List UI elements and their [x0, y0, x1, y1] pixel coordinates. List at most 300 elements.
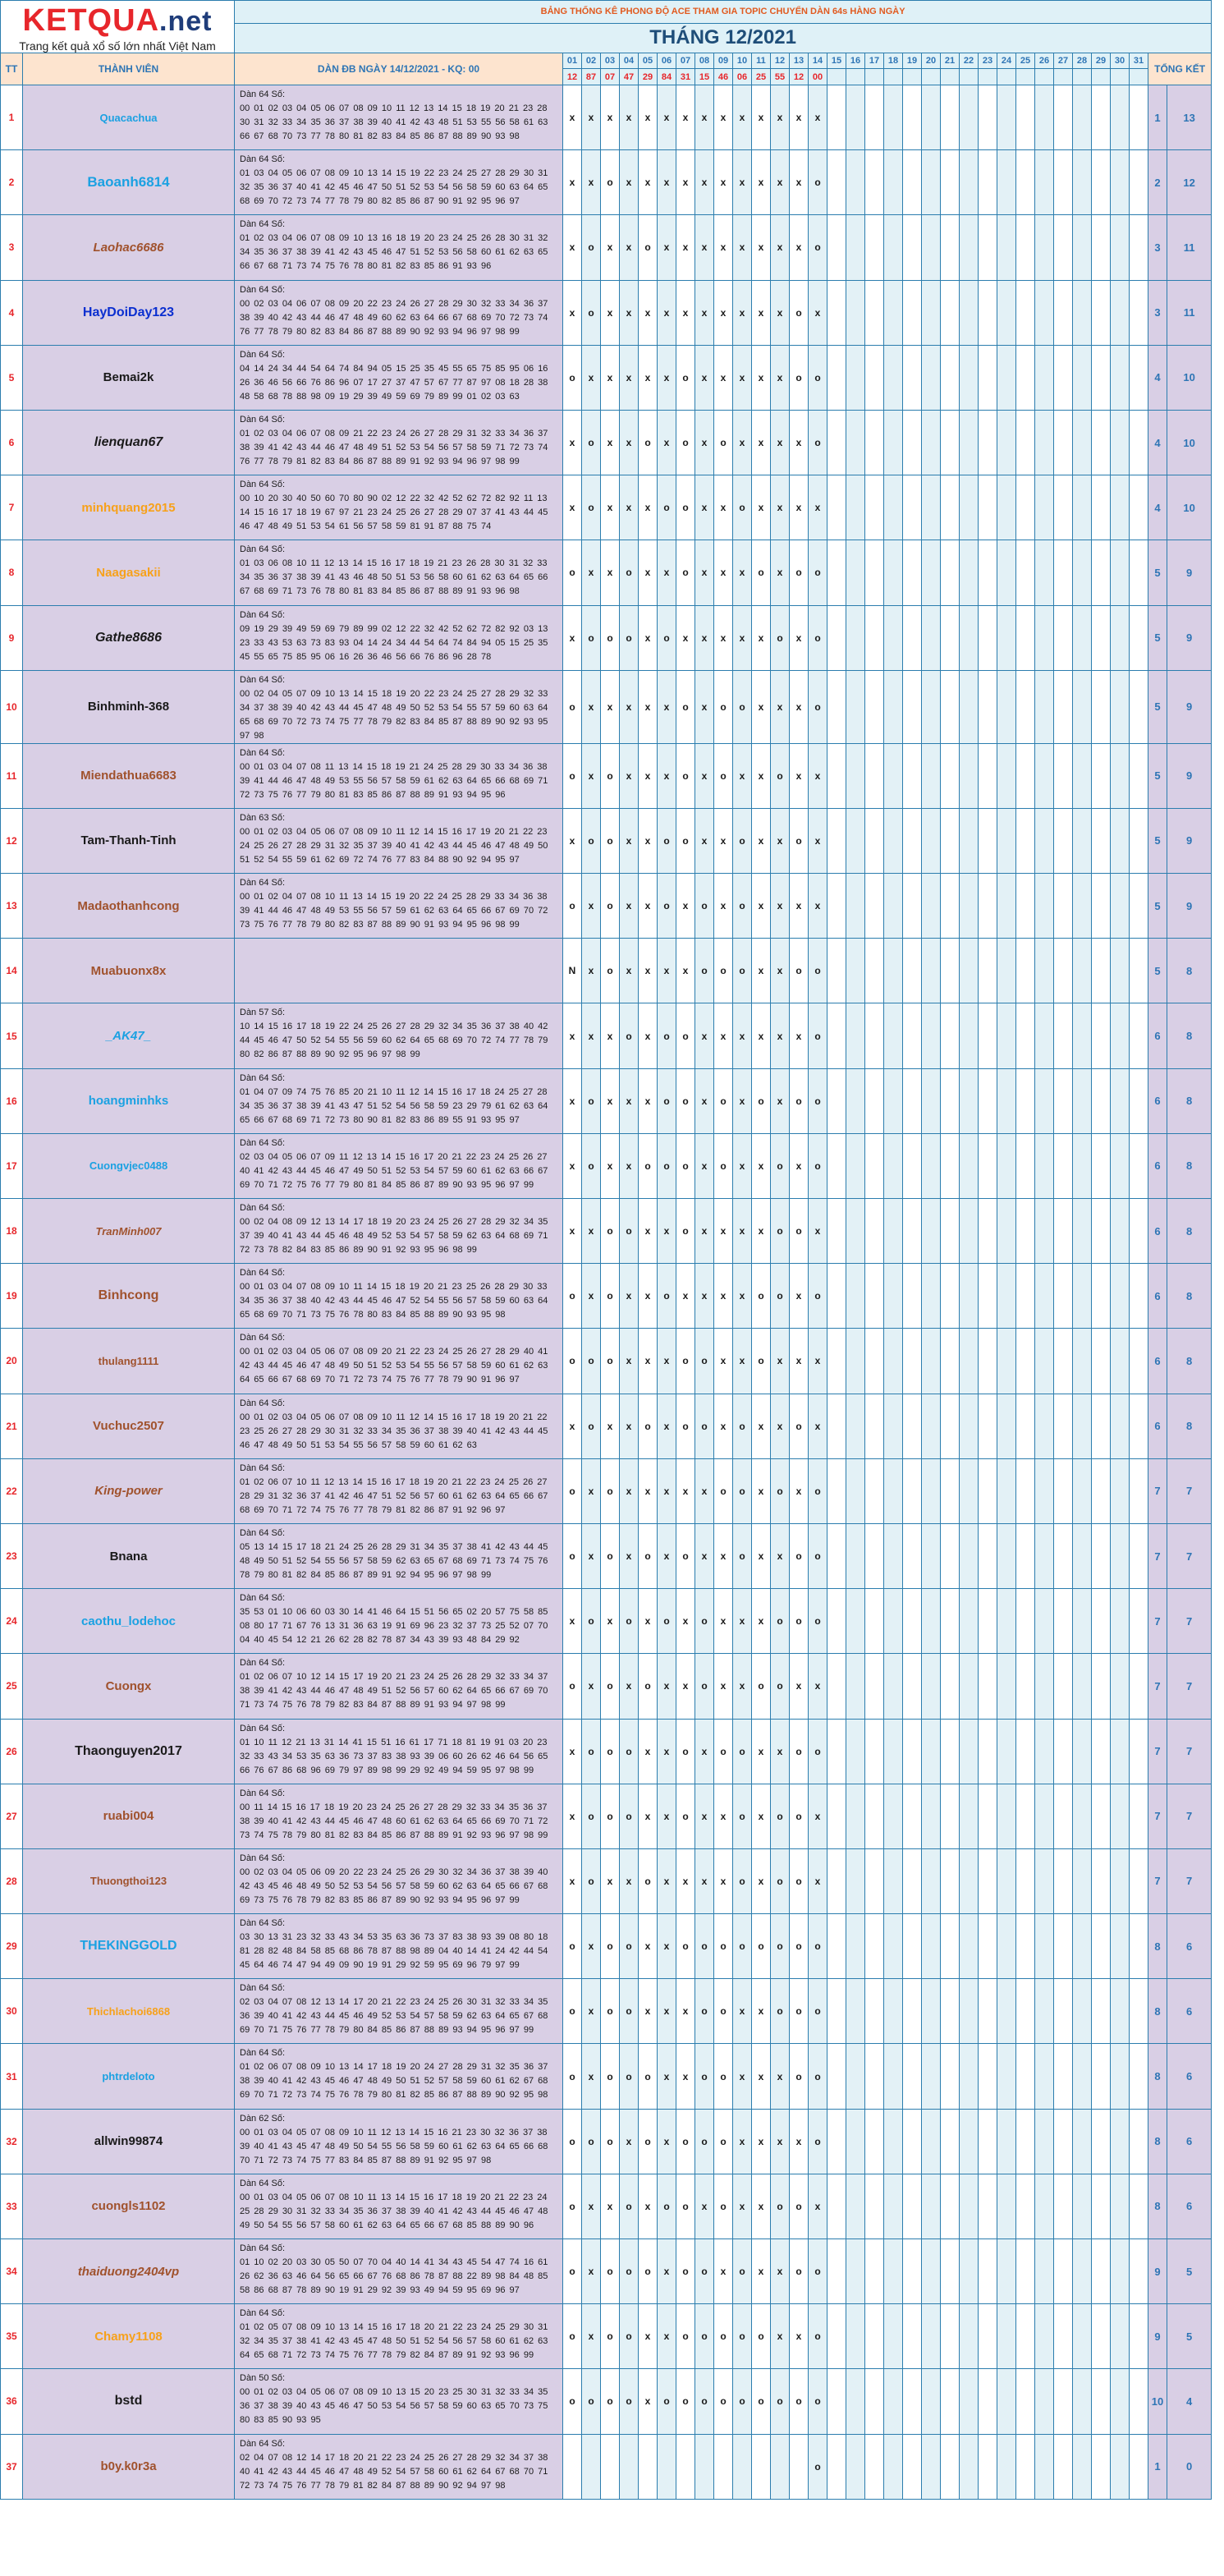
day-mark: o [695, 1979, 714, 2044]
day-mark: o [676, 1329, 695, 1394]
member-name[interactable]: Bnana [23, 1523, 235, 1588]
member-name[interactable]: cuongls1102 [23, 2174, 235, 2239]
day-result [1073, 69, 1092, 85]
day-mark: o [771, 605, 790, 670]
day-mark: x [601, 215, 620, 280]
day-mark: o [714, 2109, 733, 2174]
day-mark: x [714, 1199, 733, 1264]
day-mark [1092, 1133, 1111, 1198]
day-mark: o [676, 2109, 695, 2174]
day-mark: o [790, 540, 809, 605]
day-mark [997, 1719, 1016, 1784]
day-mark [865, 540, 884, 605]
day-mark [1073, 2044, 1092, 2109]
member-name[interactable]: Thichlachoi6868 [23, 1979, 235, 2044]
day-mark: o [658, 2174, 676, 2239]
day-mark: x [582, 150, 601, 215]
day-mark [960, 2044, 979, 2109]
day-mark: x [658, 1914, 676, 1979]
member-name[interactable]: _AK47_ [23, 1003, 235, 1068]
day-mark: o [752, 2369, 771, 2434]
miss-count: 3 [1148, 215, 1167, 280]
day-mark: o [620, 540, 639, 605]
day-mark: x [639, 1264, 658, 1329]
day-mark: o [771, 743, 790, 808]
day-mark [1092, 2044, 1111, 2109]
day-mark [884, 670, 903, 743]
day-mark [1073, 2369, 1092, 2434]
day-mark: x [733, 215, 752, 280]
day-mark: x [601, 670, 620, 743]
day-mark [941, 939, 960, 1003]
day-mark [1035, 280, 1054, 345]
day-mark [1016, 1199, 1035, 1264]
day-mark [1016, 939, 1035, 1003]
day-mark: o [676, 743, 695, 808]
day-mark [1054, 670, 1073, 743]
day-mark: x [733, 540, 752, 605]
day-mark: o [733, 1784, 752, 1848]
day-mark [979, 2239, 997, 2304]
day-mark [1016, 2174, 1035, 2239]
day-mark: x [695, 475, 714, 540]
day-mark: x [790, 2304, 809, 2369]
day-mark: x [752, 1784, 771, 1848]
day-mark [960, 85, 979, 150]
day-mark [903, 475, 922, 540]
day-mark [1092, 939, 1111, 1003]
day-mark [1073, 345, 1092, 410]
member-row [1, 1589, 1212, 1654]
day-mark [639, 2434, 658, 2499]
day-mark [846, 1394, 865, 1458]
day-mark [865, 874, 884, 939]
day-mark [827, 1458, 846, 1523]
day-mark [827, 1133, 846, 1198]
day-mark: x [752, 410, 771, 475]
day-mark [827, 1784, 846, 1848]
day-mark: x [809, 2174, 827, 2239]
day-mark [1092, 150, 1111, 215]
day-mark: o [790, 2174, 809, 2239]
day-mark [922, 345, 941, 410]
day-mark: x [809, 280, 827, 345]
day-mark [922, 1784, 941, 1848]
day-mark [997, 1329, 1016, 1394]
member-name[interactable]: Madaothanhcong [23, 874, 235, 939]
day-result: 55 [771, 69, 790, 85]
day-mark [960, 2369, 979, 2434]
day-mark: x [714, 345, 733, 410]
member-name[interactable]: Gathe8686 [23, 605, 235, 670]
member-name[interactable]: Vuchuc2507 [23, 1394, 235, 1458]
day-mark [846, 280, 865, 345]
member-name[interactable]: allwin99874 [23, 2109, 235, 2174]
day-mark [922, 2174, 941, 2239]
day-mark [846, 1329, 865, 1394]
day-mark [865, 1458, 884, 1523]
day-mark [941, 874, 960, 939]
day-mark: x [658, 1654, 676, 1719]
day-header: 12 [771, 53, 790, 69]
member-name[interactable]: Naagasakii [23, 540, 235, 605]
day-mark [1073, 1394, 1092, 1458]
dan-numbers: 00 01 03 04 07 08 09 10 11 14 15 18 19 20 21 23 25 26 28 29 30 33 34 35 36 37 38 40 42 43 44 45 46 47 52 54 55 56 57 58 59 60 63 64 65 68 69 70 71 73 75 76 78 80 83 84 85 88 89 90 93 95 98 [240, 1282, 548, 1320]
dan-cell [235, 2434, 563, 2499]
day-mark [1130, 2239, 1148, 2304]
day-mark [903, 280, 922, 345]
day-mark [620, 2434, 639, 2499]
day-mark [1054, 2044, 1073, 2109]
member-name[interactable]: Miendathua6683 [23, 743, 235, 808]
dan-cell [235, 808, 563, 873]
day-mark [884, 2239, 903, 2304]
day-mark: x [752, 215, 771, 280]
day-mark [846, 670, 865, 743]
day-mark: x [695, 1523, 714, 1588]
day-mark [941, 1264, 960, 1329]
day-mark: x [582, 1654, 601, 1719]
day-mark: o [582, 2109, 601, 2174]
day-mark [1073, 540, 1092, 605]
member-name[interactable]: Bemai2k [23, 345, 235, 410]
member-row [1, 1199, 1212, 1264]
day-mark [1111, 1654, 1130, 1719]
day-mark [865, 1068, 884, 1133]
member-name[interactable]: Muabuonx8x [23, 939, 235, 1003]
day-mark [922, 1068, 941, 1133]
day-result: 15 [695, 69, 714, 85]
day-mark [827, 1264, 846, 1329]
day-mark: o [809, 1979, 827, 2044]
day-mark: x [714, 1848, 733, 1913]
day-mark: o [714, 2044, 733, 2109]
row-number: 3 [1, 215, 23, 280]
member-row [1, 540, 1212, 605]
row-number: 34 [1, 2239, 23, 2304]
day-mark: o [714, 1458, 733, 1523]
day-mark [1035, 1848, 1054, 1913]
member-name[interactable]: b0y.k0r3a [23, 2434, 235, 2499]
member-name[interactable]: lienquan67 [23, 410, 235, 475]
day-mark: x [752, 2239, 771, 2304]
dan-title: Dàn 64 Số: [240, 878, 286, 889]
day-mark [827, 670, 846, 743]
day-mark [884, 280, 903, 345]
member-name[interactable]: minhquang2015 [23, 475, 235, 540]
day-mark [827, 2109, 846, 2174]
day-mark: x [695, 540, 714, 605]
member-row [1, 345, 1212, 410]
day-mark [846, 743, 865, 808]
dan-cell [235, 2109, 563, 2174]
day-mark: x [639, 1458, 658, 1523]
miss-count: 7 [1148, 1848, 1167, 1913]
day-mark: x [639, 1914, 658, 1979]
day-mark [903, 2044, 922, 2109]
dan-title: Dàn 64 Số: [240, 1788, 286, 1798]
day-mark: o [809, 939, 827, 1003]
member-name[interactable]: Thuongthoi123 [23, 1848, 235, 1913]
row-number: 37 [1, 2434, 23, 2499]
member-name[interactable]: Laohac6686 [23, 215, 235, 280]
day-mark: x [676, 215, 695, 280]
member-name[interactable]: TranMinh007 [23, 1199, 235, 1264]
day-mark: x [733, 743, 752, 808]
day-mark [865, 475, 884, 540]
day-mark [979, 410, 997, 475]
day-mark [1130, 1199, 1148, 1264]
day-mark [884, 2369, 903, 2434]
day-mark [941, 2174, 960, 2239]
member-name[interactable]: caothu_lodehoc [23, 1589, 235, 1654]
day-mark [922, 1979, 941, 2044]
day-mark [846, 1133, 865, 1198]
day-mark [1073, 1068, 1092, 1133]
member-name[interactable]: Baoanh6814 [23, 150, 235, 215]
day-mark: o [695, 2369, 714, 2434]
day-mark [1035, 1654, 1054, 1719]
day-result: 06 [733, 69, 752, 85]
day-mark [1130, 1523, 1148, 1588]
member-name[interactable]: thaiduong2404vp [23, 2239, 235, 2304]
day-mark: x [733, 1329, 752, 1394]
day-mark [941, 1654, 960, 1719]
day-mark: o [733, 1523, 752, 1588]
day-mark: x [620, 939, 639, 1003]
member-name[interactable]: Cuongvjec0488 [23, 1133, 235, 1198]
member-name[interactable]: Thaonguyen2017 [23, 1719, 235, 1784]
day-mark [997, 410, 1016, 475]
member-name[interactable]: Binhminh-368 [23, 670, 235, 743]
miss-count: 7 [1148, 1719, 1167, 1784]
member-name[interactable]: ruabi004 [23, 1784, 235, 1848]
miss-count: 7 [1148, 1589, 1167, 1654]
day-mark: o [714, 1719, 733, 1784]
member-name[interactable]: Chamy1108 [23, 2304, 235, 2369]
dan-numbers: 01 02 03 04 06 07 08 09 10 13 16 18 19 20 23 24 25 26 28 30 31 32 34 35 36 37 38 39 41 42 43 45 46 47 51 52 53 56 58 60 61 62 63 65 66 67 68 71 73 74 75 76 78 80 81 82 83 85 86 91 93 96 [240, 233, 548, 272]
day-mark [960, 2174, 979, 2239]
day-mark: x [601, 345, 620, 410]
day-mark [1073, 2174, 1092, 2239]
member-name[interactable]: THEKINGGOLD [23, 1914, 235, 1979]
day-mark [827, 1003, 846, 1068]
day-mark: x [809, 475, 827, 540]
day-mark [884, 215, 903, 280]
dan-numbers: 00 01 03 04 07 08 11 13 14 15 18 19 21 24 25 28 29 30 33 34 36 38 39 41 44 46 47 48 49 53 55 56 57 58 59 61 62 63 64 65 66 68 69 71 72 73 75 76 77 79 80 81 83 85 86 87 88 89 91 93 94 95 96 [240, 761, 548, 800]
day-mark [922, 1264, 941, 1329]
day-mark [922, 743, 941, 808]
day-mark [846, 2109, 865, 2174]
day-mark: x [752, 150, 771, 215]
day-mark: o [695, 874, 714, 939]
dan-numbers: 01 02 03 04 06 07 08 09 21 22 23 24 26 27 28 29 31 32 33 34 36 37 38 39 41 42 43 44 46 47 48 49 51 52 53 54 56 57 58 59 71 72 73 74 76 77 78 79 81 82 83 84 86 87 88 89 91 92 93 94 96 97 98 99 [240, 428, 548, 466]
day-mark: o [639, 2109, 658, 2174]
day-mark [865, 2109, 884, 2174]
member-name[interactable]: Tam-Thanh-Tinh [23, 808, 235, 873]
dan-cell [235, 1784, 563, 1848]
day-mark [827, 2044, 846, 2109]
day-mark [1016, 1848, 1035, 1913]
day-mark [941, 1589, 960, 1654]
day-mark: o [676, 1003, 695, 1068]
day-mark [903, 150, 922, 215]
day-mark [846, 1784, 865, 1848]
day-result [960, 69, 979, 85]
miss-count: 4 [1148, 345, 1167, 410]
miss-count: 5 [1148, 808, 1167, 873]
day-mark [1111, 410, 1130, 475]
day-mark [922, 605, 941, 670]
day-mark [827, 1914, 846, 1979]
day-mark [922, 1848, 941, 1913]
day-mark: x [639, 280, 658, 345]
day-mark [1092, 475, 1111, 540]
day-mark [979, 1458, 997, 1523]
member-name[interactable]: Quacachua [23, 85, 235, 150]
day-mark [884, 1914, 903, 1979]
day-mark [1054, 150, 1073, 215]
day-mark [1092, 345, 1111, 410]
day-mark: x [639, 743, 658, 808]
day-mark: x [676, 1264, 695, 1329]
day-mark: x [752, 605, 771, 670]
day-mark: x [752, 1589, 771, 1654]
day-mark: o [658, 1133, 676, 1198]
day-mark [1111, 808, 1130, 873]
day-mark [827, 2304, 846, 2369]
day-mark [997, 1654, 1016, 1719]
day-mark: x [771, 2304, 790, 2369]
day-mark [1016, 1068, 1035, 1133]
day-mark: x [601, 540, 620, 605]
day-mark: x [733, 85, 752, 150]
day-mark [884, 1654, 903, 1719]
day-mark: x [563, 1784, 582, 1848]
dan-cell [235, 1914, 563, 1979]
day-result [903, 69, 922, 85]
member-name[interactable]: hoangminhks [23, 1068, 235, 1133]
day-mark [903, 1458, 922, 1523]
day-mark: x [620, 410, 639, 475]
day-mark [960, 1068, 979, 1133]
day-mark: x [582, 540, 601, 605]
day-header: 24 [997, 53, 1016, 69]
day-mark: x [563, 280, 582, 345]
member-row [1, 1264, 1212, 1329]
day-mark [865, 1979, 884, 2044]
day-mark: x [620, 85, 639, 150]
day-mark: x [620, 1394, 639, 1458]
day-mark: o [601, 1264, 620, 1329]
day-mark: o [752, 1329, 771, 1394]
day-mark [865, 345, 884, 410]
day-mark: x [658, 85, 676, 150]
day-mark [827, 1719, 846, 1784]
day-mark [846, 345, 865, 410]
day-mark [1054, 2304, 1073, 2369]
day-mark [865, 1394, 884, 1458]
day-mark: x [771, 215, 790, 280]
day-mark: x [676, 1848, 695, 1913]
dan-numbers: 01 03 04 05 06 07 08 09 10 13 14 15 19 22 23 24 25 27 28 29 30 31 32 35 36 37 40 41 42 45 46 47 50 51 52 53 54 56 58 59 60 63 64 65 68 69 70 72 73 74 77 78 79 80 82 85 86 87 90 91 92 95 96 97 [240, 168, 548, 207]
day-mark: o [809, 345, 827, 410]
day-mark [1035, 1264, 1054, 1329]
day-mark [979, 1394, 997, 1458]
day-mark: o [620, 2369, 639, 2434]
member-name[interactable]: King-power [23, 1458, 235, 1523]
day-mark: x [676, 85, 695, 150]
header-row-columns [1, 53, 1212, 69]
day-header: 10 [733, 53, 752, 69]
member-name[interactable]: Binhcong [23, 1264, 235, 1329]
dan-cell [235, 605, 563, 670]
day-mark: o [714, 1914, 733, 1979]
day-mark: x [658, 1784, 676, 1848]
dan-cell [235, 1719, 563, 1784]
day-mark: x [714, 2239, 733, 2304]
dan-numbers: 35 53 01 10 06 60 03 30 14 41 46 64 15 51 56 65 02 20 57 75 58 85 08 80 17 71 67 76 13 31 36 63 19 91 69 96 23 32 37 73 25 52 07 70 04 40 45 54 12 21 26 62 28 82 78 87 34 43 39 93 48 84 29 92 [240, 1607, 548, 1646]
day-mark: o [582, 1589, 601, 1654]
day-mark [960, 2239, 979, 2304]
dan-title: Dàn 64 Số: [240, 1072, 286, 1083]
day-mark: x [620, 1264, 639, 1329]
day-mark: x [601, 475, 620, 540]
day-mark [922, 1523, 941, 1588]
day-mark [941, 1523, 960, 1588]
member-name[interactable]: thulang1111 [23, 1329, 235, 1394]
dan-title: Dàn 64 Số: [240, 2308, 286, 2319]
dan-title: Dàn 64 Số: [240, 1593, 286, 1604]
day-mark [903, 1068, 922, 1133]
day-mark [884, 2044, 903, 2109]
day-mark: x [639, 1003, 658, 1068]
day-mark [922, 939, 941, 1003]
day-mark: x [582, 1003, 601, 1068]
day-mark [941, 1003, 960, 1068]
day-mark: x [771, 2044, 790, 2109]
day-mark [827, 215, 846, 280]
day-mark [941, 1458, 960, 1523]
member-name[interactable]: HayDoiDay123 [23, 280, 235, 345]
day-mark: x [563, 1199, 582, 1264]
day-mark: x [582, 743, 601, 808]
day-mark: x [639, 150, 658, 215]
day-mark: x [676, 150, 695, 215]
day-mark [979, 1003, 997, 1068]
col-header-tt: TT [1, 53, 23, 85]
day-mark: x [771, 1003, 790, 1068]
day-mark [1016, 150, 1035, 215]
day-mark [827, 743, 846, 808]
member-name[interactable]: Cuongx [23, 1654, 235, 1719]
day-mark: x [582, 345, 601, 410]
hit-total: 8 [1167, 1003, 1212, 1068]
member-name[interactable]: phtrdeloto [23, 2044, 235, 2109]
day-mark: x [658, 1979, 676, 2044]
banner-title: BẢNG THỐNG KÊ PHONG ĐỘ ACE THAM GIA TOPIC CHUYỂN DÀN 64s HÀNG NGÀY [235, 1, 1212, 24]
day-mark: x [658, 670, 676, 743]
day-mark: o [639, 2239, 658, 2304]
day-mark [1092, 1199, 1111, 1264]
day-mark [1092, 215, 1111, 280]
day-mark [865, 1523, 884, 1588]
dan-cell [235, 1068, 563, 1133]
day-mark [884, 1523, 903, 1588]
dan-cell [235, 2044, 563, 2109]
member-name[interactable]: bstd [23, 2369, 235, 2434]
day-mark: x [714, 1654, 733, 1719]
